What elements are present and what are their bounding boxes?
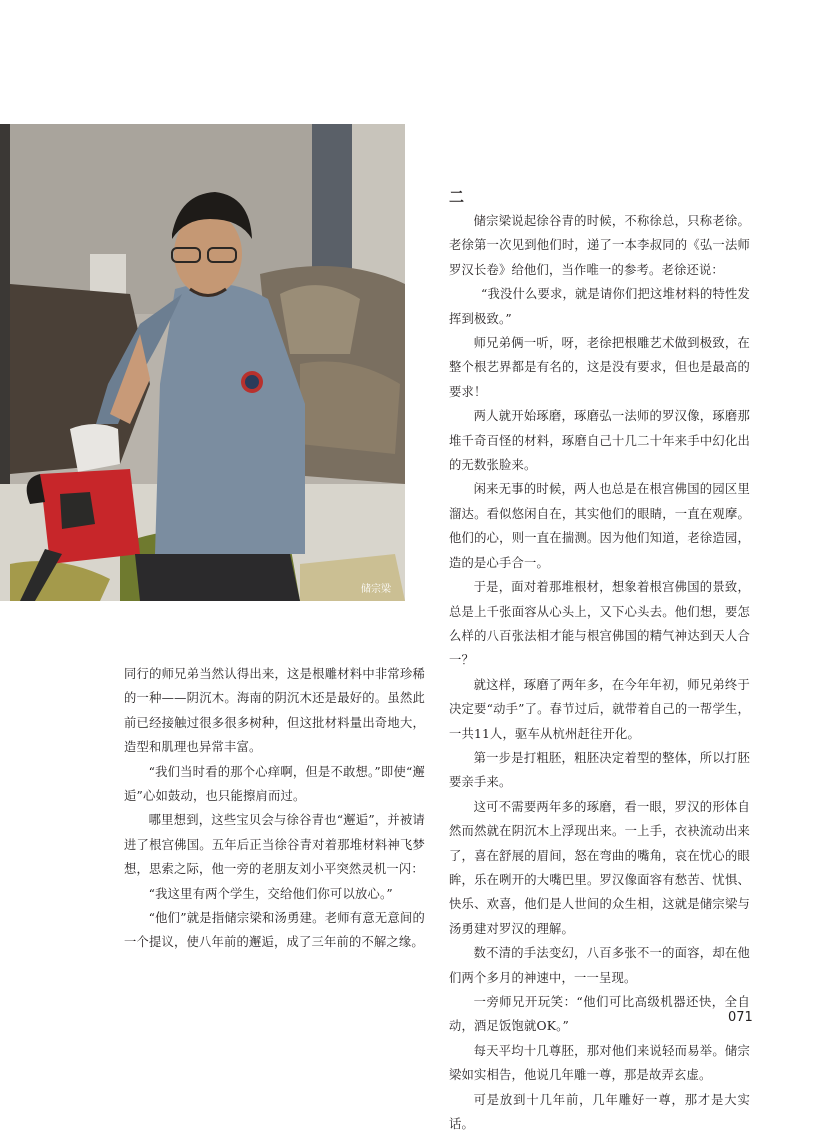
article-right-column bbox=[449, 209, 750, 1136]
paragraph: 数不清的手法变幻，八百多张不一的面容，却在他们两个多月的神速中，一一呈现。 bbox=[449, 946, 750, 985]
paragraph: 储宗梁说起徐谷青的时候，不称徐总，只称老徐。老徐第一次见到他们时，递了一本李叔同的《弘一法师罗汉长卷》给他们，当作唯一的参考。老徐还说： bbox=[449, 214, 750, 277]
paragraph: 同行的师兄弟当然认得出来，这是根雕材料中非常珍稀的一种——阴沉木。海南的阴沉木还是最好的。虽然此前已经接触过很多很多树种，但这批材料量出奇地大，造型和肌理也异常丰富。 bbox=[124, 667, 425, 755]
paragraph: 这可不需要两年多的琢磨，看一眼，罗汉的形体自然而然就在阴沉木上浮现出来。一上手，衣袂流动出来了，喜在舒展的眉间，怒在弯曲的嘴角，哀在忧心的眼眸，乐在咧开的大嘴巴里。罗汉像面容有愁苦、忧惧、快乐、欢喜，他们是人世间的众生相，这就是储宗梁与汤勇建对罗汉的理解。 bbox=[449, 799, 750, 936]
page-number: 071 bbox=[728, 1010, 753, 1025]
article-left-column bbox=[124, 662, 425, 955]
paragraph: 就这样，琢磨了两年多，在今年年初，师兄弟终于决定要“动手”了。春节过后，就带着自己的一帮学生，一共11人，驱车从杭州赶往开化。 bbox=[449, 677, 750, 741]
quote-paragraph: “我这里有两个学生，交给他们你可以放心。” bbox=[148, 886, 393, 901]
paragraph: 可是放到十几年前，几年雕好一尊，那才是大实话。 bbox=[449, 1092, 750, 1132]
paragraph: “我们当时看的那个心痒啊，但是不敢想。”即使“邂逅”心如鼓动，也只能擦肩而过。 bbox=[124, 764, 425, 804]
paragraph: 一旁师兄开玩笑：“他们可比高级机器还快，全自动，酒足饭饱就OK。” bbox=[449, 995, 750, 1034]
paragraph: 于是，面对着那堆根材，想象着根宫佛国的景致，总是上千张面容从心头上，又下心头去。他们想，要怎么样的八百张法相才能与根宫佛国的精气神达到天人合一？ bbox=[449, 580, 750, 668]
paragraph: 第一步是打粗胚，粗胚决定着型的整体，所以打胚要亲手来。 bbox=[449, 750, 750, 790]
paragraph: 每天平均十几尊胚，那对他们来说轻而易举。储宗梁如实相告，他说几年雕一尊，那是故弄玄虚。 bbox=[449, 1043, 750, 1083]
paragraph: 哪里想到，这些宝贝会与徐谷青也“邂逅”，并被请进了根宫佛国。五年后正当徐谷青对着那堆材料神飞梦想，思索之际，他一旁的老朋友刘小平突然灵机一闪： bbox=[124, 813, 425, 877]
paragraph: 两人就开始琢磨，琢磨弘一法师的罗汉像，琢磨那堆千奇百怪的材料，琢磨自己十几二十年来手中幻化出的无数张脸来。 bbox=[449, 409, 750, 473]
photo-caption: 储宗梁 bbox=[361, 584, 391, 595]
craftsman-photo bbox=[0, 124, 405, 601]
quote-paragraph: “我没什么要求，就是请你们把这堆材料的特性发挥到极致。” bbox=[449, 287, 750, 326]
photo-craftsman-chainsaw-illustration bbox=[0, 124, 405, 601]
paragraph: 闲来无事的时候，两人也总是在根宫佛国的园区里溜达。看似悠闲自在，其实他们的眼睛，一直在观摩。他们的心，则一直在揣测。因为他们知道，老徐造园，造的是心手合一。 bbox=[449, 482, 750, 570]
paragraph: “他们”就是指储宗梁和汤勇建。老师有意无意间的一个提议，使八年前的邂逅，成了三年前的不解之缘。 bbox=[124, 911, 425, 950]
paragraph: 师兄弟俩一听，呀，老徐把根雕艺术做到极致，在整个根艺界都是有名的，这是没有要求，但也是最高的要求！ bbox=[449, 336, 750, 399]
section-heading: 二 bbox=[449, 188, 465, 206]
